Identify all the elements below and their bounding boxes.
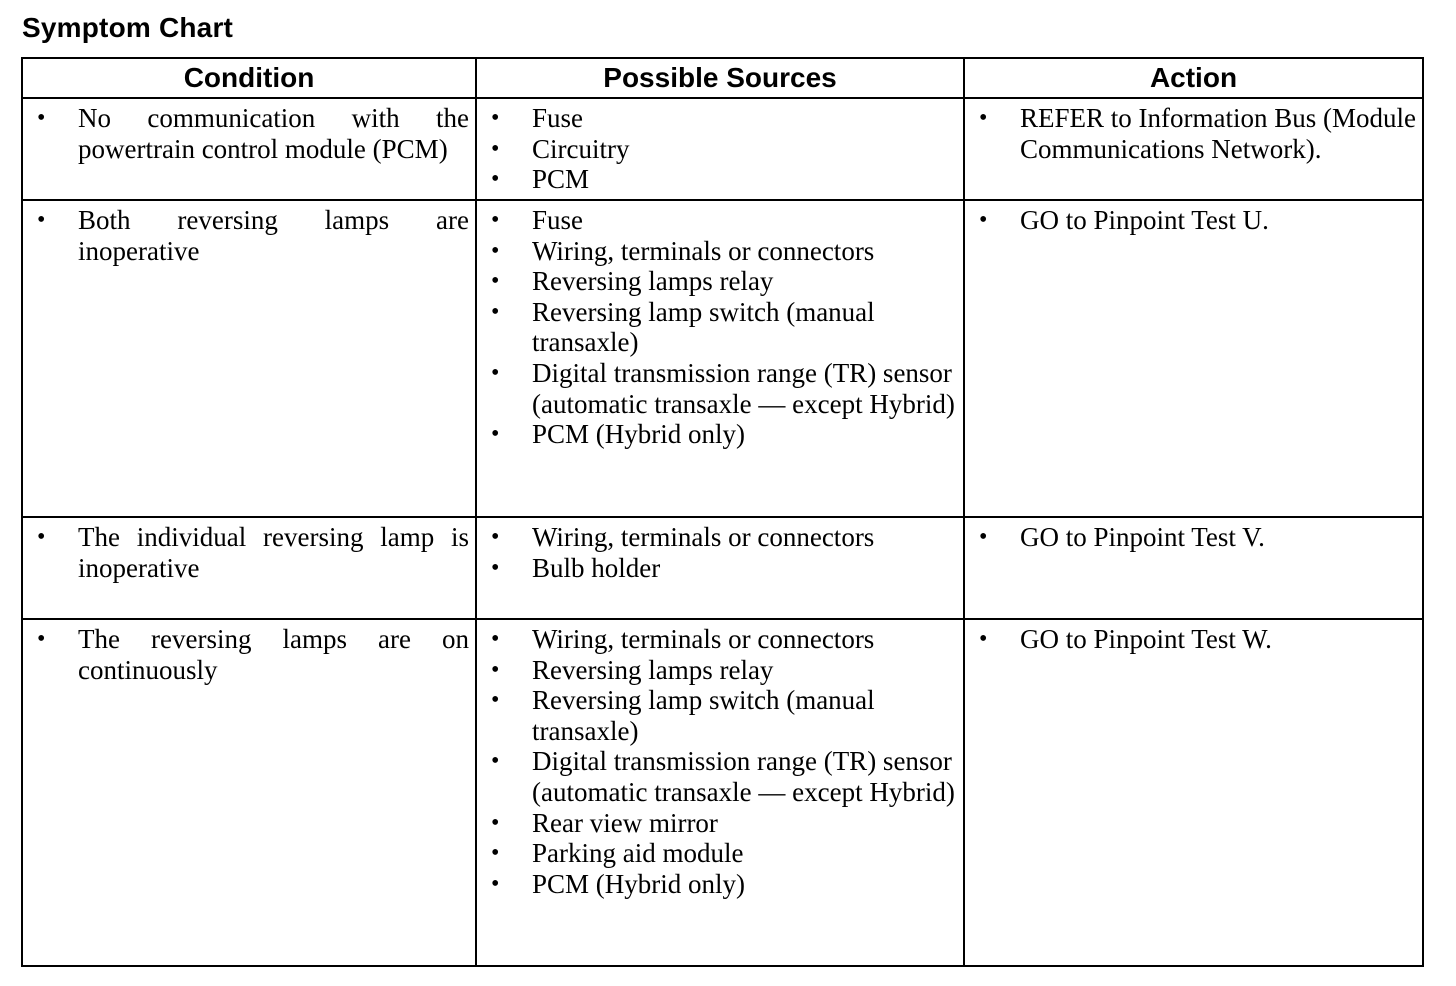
sources-cell xyxy=(476,200,964,517)
source-item: • Parking aid module xyxy=(477,838,957,869)
condition-cell xyxy=(22,200,476,517)
source-item: • Wiring, terminals or connectors xyxy=(477,522,957,553)
condition-cell xyxy=(22,619,476,966)
source-item: • Wiring, terminals or connectors xyxy=(477,236,957,267)
source-item: • Digital transmission range (TR) sensor (automatic transaxle — except Hybrid) xyxy=(477,746,957,807)
action-cell xyxy=(964,200,1423,517)
condition-text: • No communication with the powertrain control module (PCM) xyxy=(23,103,469,164)
source-item: • PCM (Hybrid only) xyxy=(477,869,957,900)
source-item: • Fuse xyxy=(477,103,957,134)
source-item: • PCM xyxy=(477,164,957,195)
source-item: • Circuitry xyxy=(477,134,957,165)
source-item: • Fuse xyxy=(477,205,957,236)
action-text: • REFER to Information Bus (Module Communications Network). xyxy=(965,103,1416,164)
source-item: • Bulb holder xyxy=(477,553,957,584)
condition-cell xyxy=(22,98,476,200)
source-item: • Wiring, terminals or connectors xyxy=(477,624,957,655)
action-cell xyxy=(964,619,1423,966)
source-item: • Digital transmission range (TR) sensor (automatic transaxle — except Hybrid) xyxy=(477,358,957,419)
header-row xyxy=(22,58,1423,98)
action-cell xyxy=(964,517,1423,619)
page-title: Symptom Chart xyxy=(22,12,234,43)
condition-text: • The reversing lamps are on continuously xyxy=(23,624,469,685)
source-item: • PCM (Hybrid only) xyxy=(477,419,957,450)
header-possible-sources: Possible Sources xyxy=(476,58,964,98)
source-item: • Reversing lamp switch (manual transaxle) xyxy=(477,297,957,358)
sources-cell xyxy=(476,98,964,200)
condition-text: • The individual reversing lamp is inoperative xyxy=(23,522,469,583)
condition-text: • Both reversing lamps are inoperative xyxy=(23,205,469,266)
source-item: • Reversing lamps relay xyxy=(477,266,957,297)
action-text: • GO to Pinpoint Test U. xyxy=(965,205,1416,236)
source-item: • Reversing lamp switch (manual transaxle) xyxy=(477,685,957,746)
header-condition: Condition xyxy=(22,58,476,98)
sources-cell xyxy=(476,517,964,619)
symptom-chart-table xyxy=(21,57,1424,967)
condition-cell xyxy=(22,517,476,619)
table-row xyxy=(22,517,1423,619)
sources-cell xyxy=(476,619,964,966)
table-row xyxy=(22,200,1423,517)
action-text: • GO to Pinpoint Test W. xyxy=(965,624,1416,655)
table-row xyxy=(22,619,1423,966)
action-cell xyxy=(964,98,1423,200)
source-item: • Reversing lamps relay xyxy=(477,655,957,686)
source-item: • Rear view mirror xyxy=(477,808,957,839)
action-text: • GO to Pinpoint Test V. xyxy=(965,522,1416,553)
header-action: Action xyxy=(964,58,1423,98)
table-row xyxy=(22,98,1423,200)
